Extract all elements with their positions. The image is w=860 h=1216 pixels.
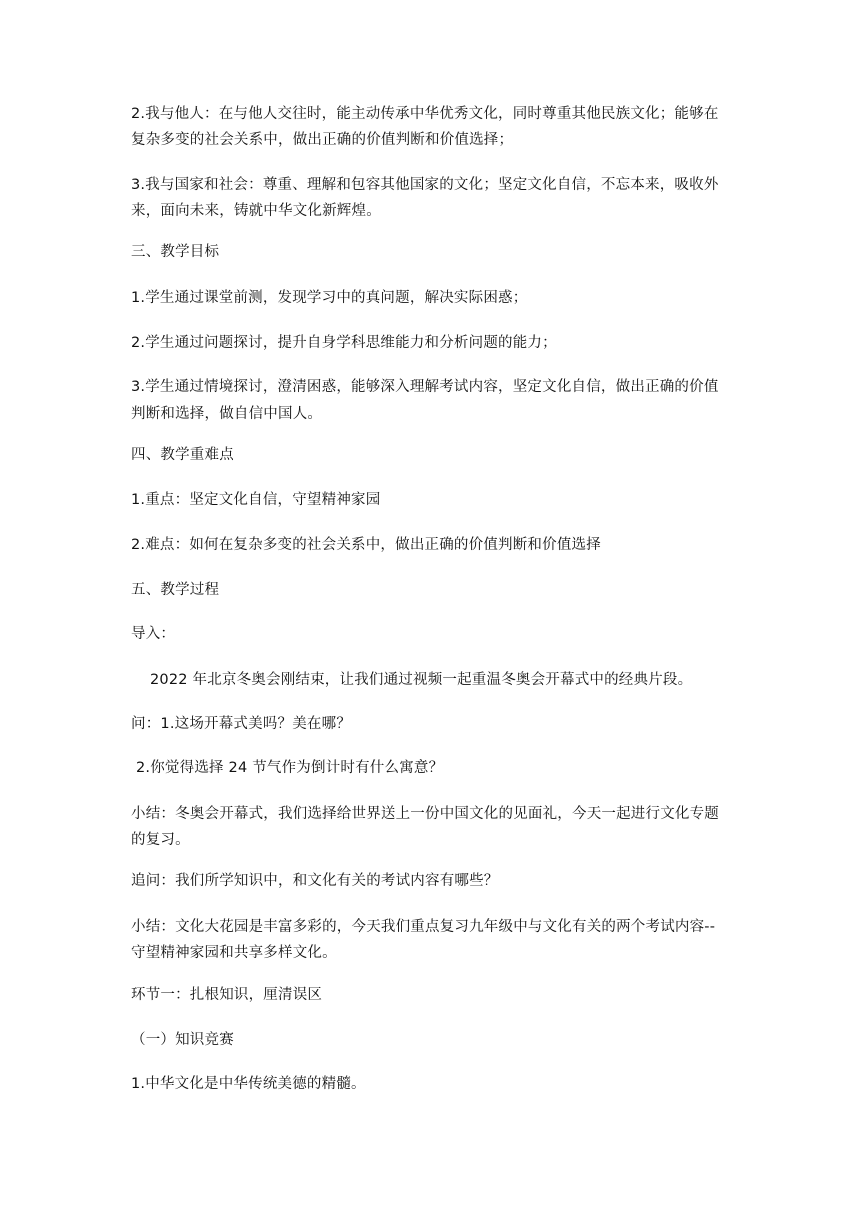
paragraph-line: 守望精神家园和共享多样文化。 [131, 945, 337, 961]
paragraph-line: 2.学生通过问题探讨，提升自身学科思维能力和分析问题的能力； [131, 335, 557, 351]
paragraph-line: 来，面向未来，铸就中华文化新辉煌。 [131, 203, 381, 219]
paragraph-line: 2.我与他人：在与他人交往时，能主动传承中华优秀文化，同时尊重其他民族文化；能够在 [131, 106, 719, 122]
paragraph-line: 判断和选择，做自信中国人。 [131, 406, 323, 422]
paragraph-line: 2.你觉得选择 24 节气作为倒计时有什么寓意？ [136, 760, 444, 776]
paragraph-line: 2.难点：如何在复杂多变的社会关系中，做出正确的价值判断和价值选择 [131, 537, 601, 553]
paragraph-line: 小结：文化大花园是丰富多彩的，今天我们重点复习九年级中与文化有关的两个考试内容-- [131, 919, 716, 935]
paragraph-line: 的复习。 [131, 832, 190, 848]
paragraph-line: 问：1.这场开幕式美吗？美在哪？ [131, 716, 352, 732]
section-heading: 环节一：扎根知识，厘清误区 [131, 987, 323, 1003]
paragraph-line: 1.学生通过课堂前测，发现学习中的真问题，解决实际困惑； [131, 290, 528, 306]
paragraph-line: 导入： [131, 626, 176, 642]
paragraph-line: 1.中华文化是中华传统美德的精髓。 [131, 1076, 366, 1092]
paragraph-line: 3.学生通过情境探讨，澄清困惑，能够深入理解考试内容，坚定文化自信，做出正确的价值 [131, 379, 719, 395]
paragraph-line: 复杂多变的社会关系中，做出正确的价值判断和价值选择； [131, 132, 514, 148]
subsection-heading: （一）知识竞赛 [131, 1032, 234, 1048]
section-heading: 三、教学目标 [131, 244, 220, 260]
paragraph-line: 小结：冬奥会开幕式，我们选择给世界送上一份中国文化的见面礼，今天一起进行文化专题 [131, 806, 719, 822]
section-heading: 四、教学重难点 [131, 447, 234, 463]
paragraph-line: 1.重点：坚定文化自信，守望精神家园 [131, 492, 381, 508]
paragraph-line: 2022 年北京冬奥会刚结束，让我们通过视频一起重温冬奥会开幕式中的经典片段。 [150, 672, 693, 688]
section-heading: 五、教学过程 [131, 582, 220, 598]
paragraph-line: 追问：我们所学知识中，和文化有关的考试内容有哪些？ [131, 873, 499, 889]
paragraph-line: 3.我与国家和社会：尊重、理解和包容其他国家的文化；坚定文化自信，不忘本来，吸收外 [131, 177, 719, 193]
